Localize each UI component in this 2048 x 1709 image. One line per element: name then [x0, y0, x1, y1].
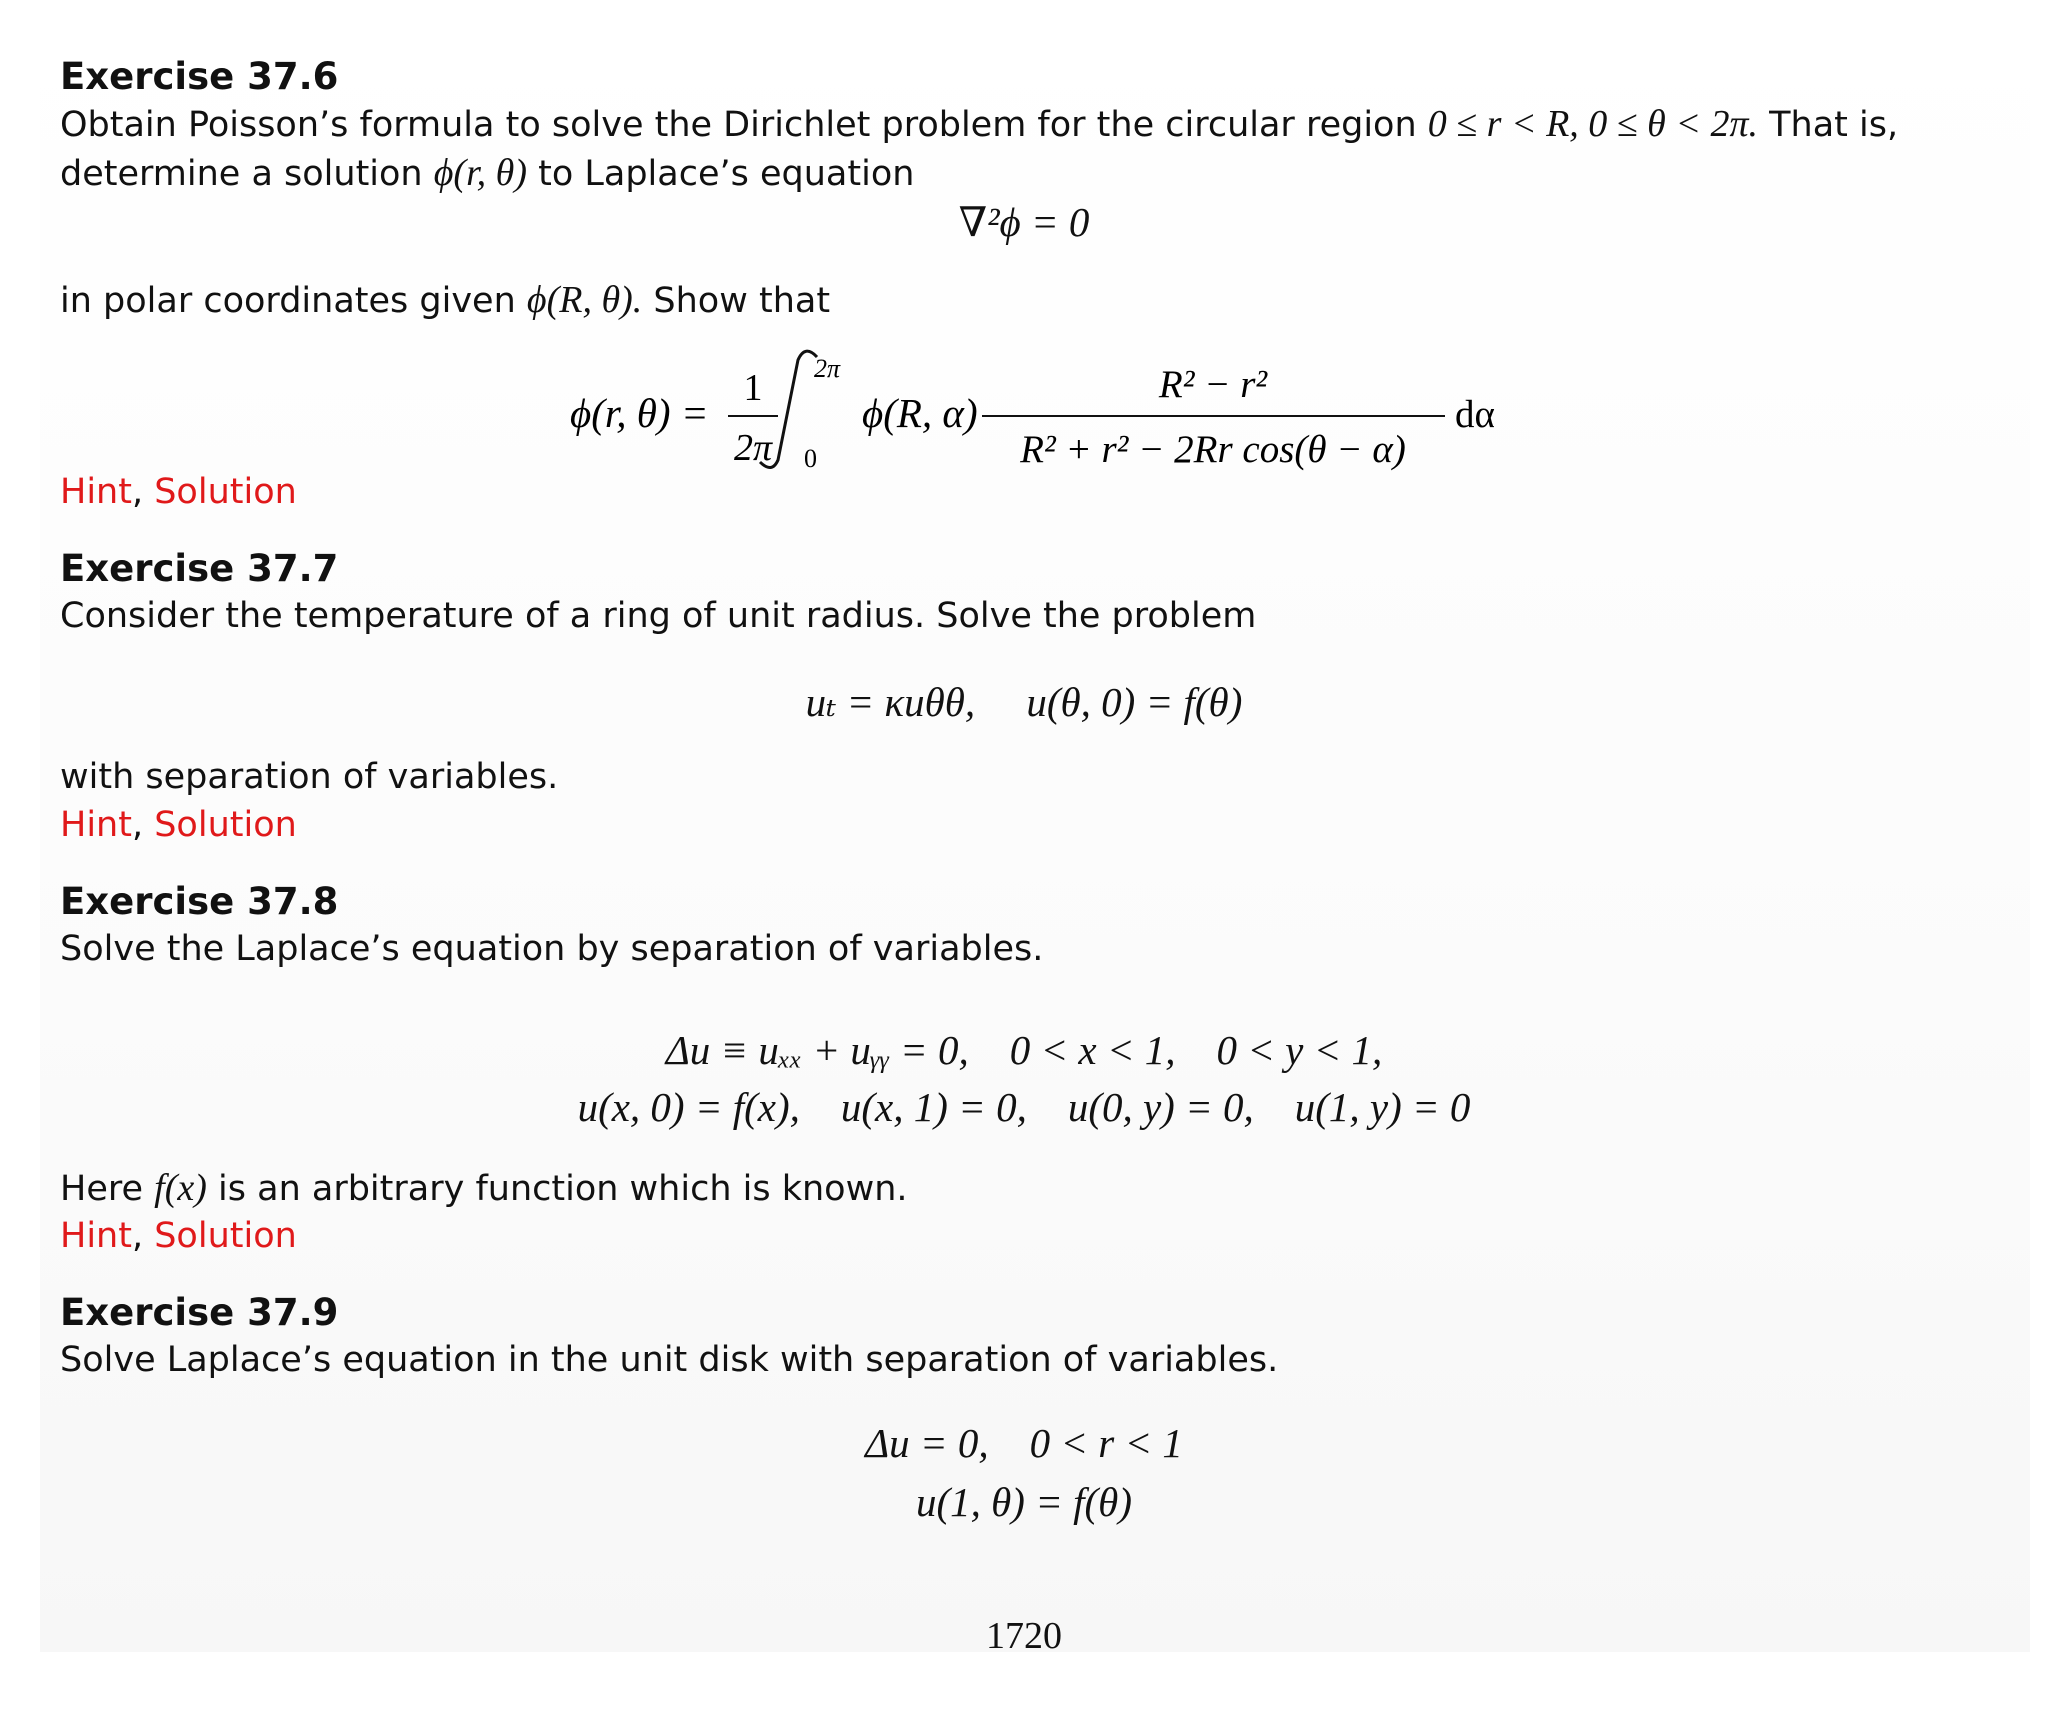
- hint-link[interactable]: Hint: [60, 805, 132, 845]
- comma-separator: ,: [131, 472, 155, 512]
- text-span: Obtain Poisson’s formula to solve the Dirichlet problem for the circular region: [60, 105, 1417, 145]
- solution-link[interactable]: Solution: [154, 1216, 297, 1256]
- document-page: [40, 22, 2030, 1657]
- text-span: determine a solution: [60, 154, 423, 194]
- text-span: is an arbitrary function which is known.: [218, 1169, 908, 1209]
- integral-lower-limit: 0: [804, 444, 817, 473]
- text-span: Here: [60, 1169, 144, 1209]
- equation-boundary-conditions: u(x, 0) = f(x), u(x, 1) = 0, u(0, y) = 0, u(1, y) = 0: [577, 1084, 1471, 1130]
- math-region: 0 ≤ r < R, 0 ≤ θ < 2π.: [1427, 103, 1758, 145]
- hint-solution-links: [60, 468, 2020, 517]
- exercise-title: Exercise 37.7: [60, 547, 339, 590]
- exercise-text: with separation of variables.: [60, 757, 559, 797]
- fraction-denominator: 2π: [733, 427, 773, 469]
- exercise-text: [60, 1164, 2020, 1214]
- kernel-denominator: R² + r² − 2Rr cos(θ − α): [1020, 428, 1406, 471]
- comma-separator: ,: [131, 1216, 155, 1256]
- text-span: That is,: [1769, 105, 1899, 145]
- exercise-text: Consider the temperature of a ring of unit radius. Solve the problem: [60, 596, 1257, 636]
- text-span: Show that: [653, 281, 831, 321]
- hint-link[interactable]: Hint: [60, 472, 132, 512]
- equation-heat-ring: uₜ = κuθθ, u(θ, 0) = f(θ): [805, 679, 1243, 725]
- exercise-title: Exercise 37.6: [60, 55, 339, 98]
- page-number: 1720: [986, 1615, 1062, 1657]
- hint-solution-links: [60, 801, 2020, 850]
- hint-link[interactable]: Hint: [60, 1216, 132, 1256]
- text-span: to Laplace’s equation: [538, 154, 915, 194]
- math-inline: f(x): [154, 1167, 207, 1209]
- integrand-phi: ϕ(R, α): [862, 390, 978, 436]
- formula-lhs: ϕ(r, θ) =: [570, 390, 709, 436]
- exercise-text: Solve the Laplace’s equation by separation of variables.: [60, 929, 1044, 969]
- exercise-title: Exercise 37.9: [60, 1291, 339, 1334]
- math-inline: ϕ(R, θ).: [526, 279, 643, 321]
- poisson-formula: [40, 22, 2030, 482]
- kernel-numerator: R² − r²: [1158, 363, 1268, 406]
- equation-laplace: ∇²ϕ = 0: [958, 199, 1090, 245]
- comma-separator: ,: [131, 805, 155, 845]
- math-inline: ϕ(r, θ): [433, 152, 527, 194]
- solution-link[interactable]: Solution: [154, 472, 297, 512]
- text-span: in polar coordinates given: [60, 281, 516, 321]
- exercise-title: Exercise 37.8: [60, 880, 339, 923]
- equation-laplace-disk: Δu = 0, 0 < r < 1: [865, 1420, 1183, 1466]
- solution-link[interactable]: Solution: [154, 805, 297, 845]
- fraction-numerator: 1: [743, 367, 763, 409]
- hint-solution-links: [60, 1212, 2020, 1261]
- exercise-text: Solve Laplace’s equation in the unit disk with separation of variables.: [60, 1340, 1279, 1380]
- equation-disk-boundary: u(1, θ) = f(θ): [916, 1479, 1132, 1525]
- equation-laplace-square: Δu ≡ uₓₓ + uᵧᵧ = 0, 0 < x < 1, 0 < y < 1,: [665, 1027, 1383, 1073]
- integral-upper-limit: 2π: [814, 354, 841, 383]
- differential: dα: [1455, 393, 1495, 436]
